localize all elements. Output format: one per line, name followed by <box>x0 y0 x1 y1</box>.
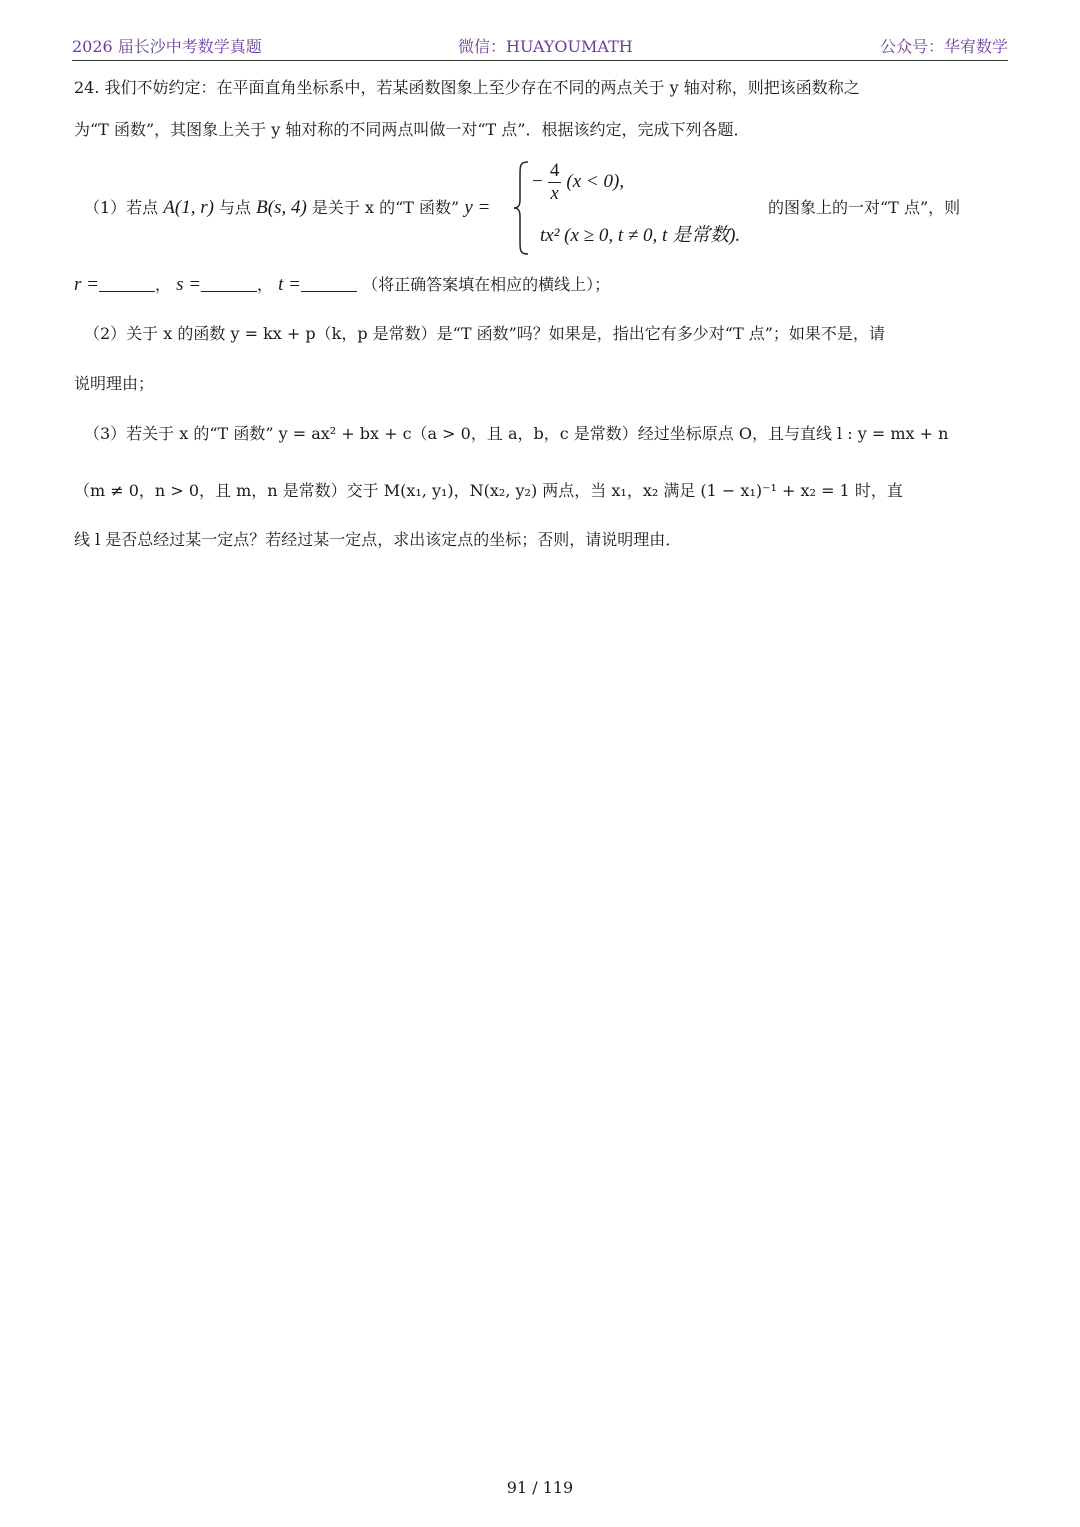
fraction-numerator: 4 <box>549 160 560 181</box>
case-1: − $\frac{4}{x}$ (x < 0), <box>532 160 625 204</box>
part1-label: （1）若点 <box>84 198 159 217</box>
piecewise-function <box>512 160 762 256</box>
page-number: 91 / 119 <box>506 1478 574 1497</box>
answer-r-label: r = <box>74 274 99 295</box>
y-equals: y = <box>464 197 491 218</box>
part3-line-1: （3）若关于 x 的“T 函数” y = ax² + bx + c（a > 0，且 a，b，c 是常数）经过坐标原点 O，且与直线 l : y = mx + n <box>84 424 949 443</box>
answer-s-label: s = <box>176 274 202 295</box>
header-title: 2026 届长沙中考数学真题 <box>72 37 262 56</box>
part2-line-2: 说明理由； <box>74 374 155 393</box>
answer-t-label: t = <box>278 274 301 295</box>
answer-t-blank[interactable] <box>301 273 357 292</box>
part2-line-1: （2）关于 x 的函数 y = kx + p（k，p 是常数）是“T 函数”吗？如果是，指出它有多少对“T 点”；如果不是，请 <box>84 324 885 343</box>
page-header <box>72 30 1008 61</box>
fraction <box>548 160 562 205</box>
intro-line-2: 为“T 函数”，其图象上关于 y 轴对称的不同两点叫做一对“T 点”．根据该约定，完成下列各题． <box>74 120 750 139</box>
part1-and: 与点 <box>219 198 252 217</box>
part1-answers: r = ， s = ， t = （将正确答案填在相应的横线上）； <box>74 274 611 295</box>
answer-s-blank[interactable] <box>201 273 257 292</box>
point-b: B(s, 4) <box>256 197 307 218</box>
part1-tail: 的图象上的一对“T 点”，则 <box>768 198 961 217</box>
intro-line-1: 24. 我们不妨约定：在平面直角坐标系中，若某函数图象上至少存在不同的两点关于 y 轴对称，则把该函数称之 <box>74 78 860 97</box>
answer-r-blank[interactable] <box>99 273 155 292</box>
part3-line-3: 线 l 是否总经过某一定点？若经过某一定点，求出该定点的坐标；否则，请说明理由． <box>74 530 682 549</box>
left-brace-icon <box>512 160 530 256</box>
case-1-condition: (x < 0), <box>566 171 625 192</box>
answer-note: （将正确答案填在相应的横线上）； <box>362 275 611 294</box>
case-2: tx² (x ≥ 0, t ≠ 0, t 是常数). <box>540 225 741 246</box>
part3-line-2: （m ≠ 0，n > 0，且 m，n 是常数）交于 M(x₁, y₁)，N(x₂, y₂) 两点，当 x₁，x₂ 满足 (1 − x₁)⁻¹ + x₂ = 1 时，直 <box>74 481 903 500</box>
fraction-denominator: x <box>550 183 559 204</box>
header-wechat: 微信：HUAYOUMATH <box>458 37 633 56</box>
part1-about: 是关于 x 的“T 函数” <box>311 198 460 217</box>
point-a: A(1, r) <box>163 197 214 218</box>
header-account: 公众号：华宥数学 <box>879 37 1008 56</box>
